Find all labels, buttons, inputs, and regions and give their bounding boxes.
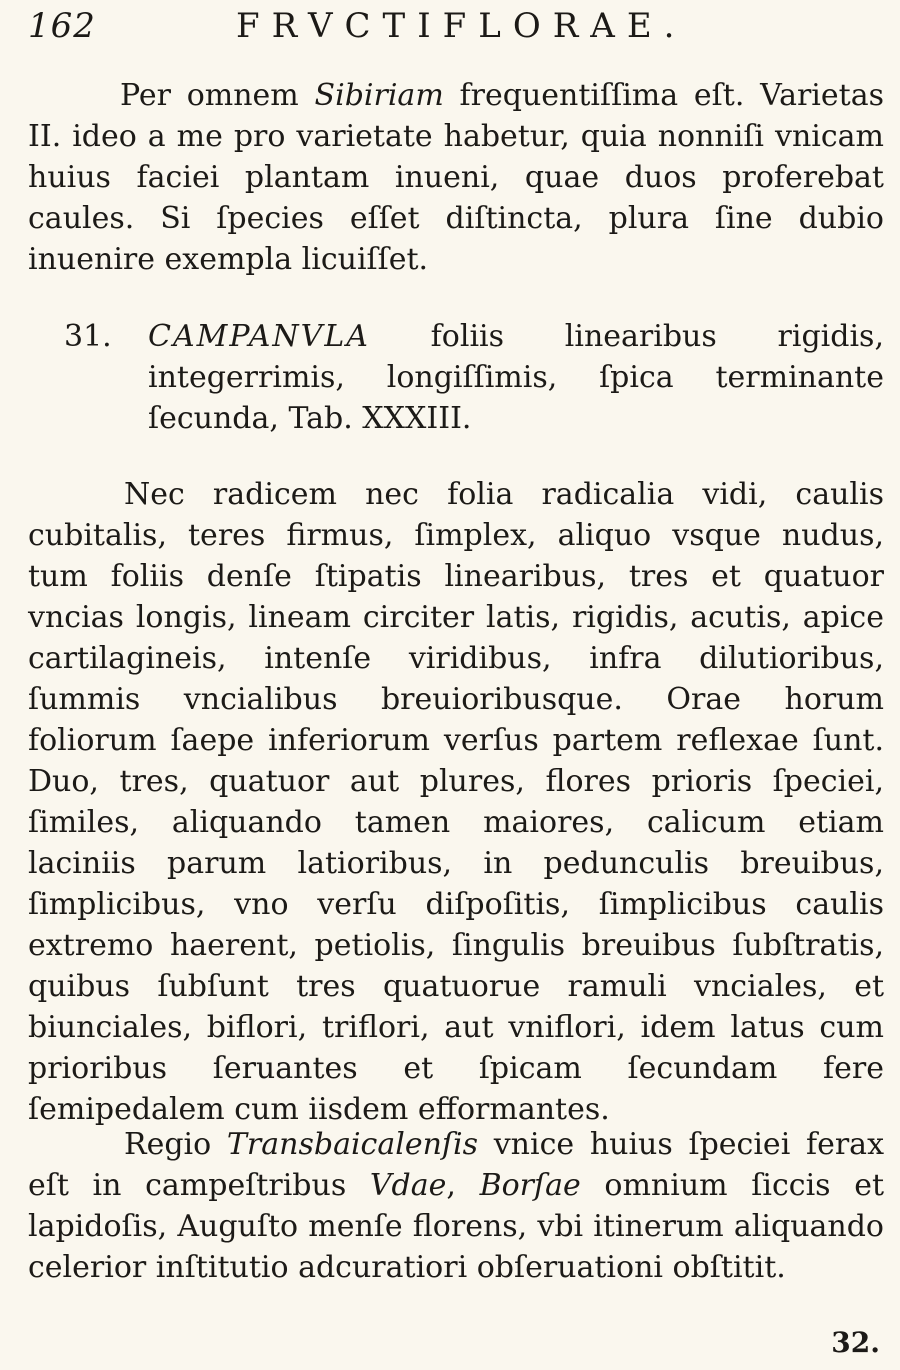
place-name: Vdae (369, 1168, 447, 1203)
paragraph-text: Nec radicem nec folia radicalia vidi, caulis cubitalis, teres firmus, ſimplex, aliquo vsque nudus, tum foliis denſe ſtipatis linearibus, tres et quatuor vncias longis, lineam circiter latis, rigidis, acutis, apice cartilagineis, intenſe viridibus, infra dilutioribus, ſummis vncialibus breuioribusque. Orae horum foliorum ſaepe inferiorum verſus partem reflexae ſunt. Duo, tres, quatuor aut plures, flores prioris ſpeciei, ſimiles, aliquando tamen maiores, calicum etiam laciniis parum latioribus, in pedunculis breuibus, ſimplicibus, vno verſu diſpoſitis, ſimplicibus caulis extremo haerent, petiolis, ſingulis breuibus ſubſtratis, quibus ſubſunt tres quatuorue ramuli vnciales, et biunciales, biflori, triflori, aut vniflori, idem latus cum prioribus ſeruantes et ſpicam ſecundam fere ſemipedalem cum iisdem efformantes. (28, 477, 884, 1127)
paragraph-text: , (446, 1168, 480, 1203)
page-header (28, 6, 870, 54)
place-name: Borſae (479, 1168, 581, 1203)
catchword: 32. (831, 1326, 880, 1359)
species-number: 31. (64, 319, 112, 354)
place-name: Sibiriam (314, 78, 444, 113)
paragraph-habitat (28, 1124, 884, 1288)
paragraph-variety-note (28, 75, 884, 280)
diagnosis-description: foliis linearibus rigidis, integerrimis, longiſſimis, ſpica terminante ſecunda, Tab. XXXIII. (148, 319, 884, 436)
genus-name: CAMPANVLA (148, 319, 370, 354)
paragraph-text: omnium ſiccis et lapidoſis, Auguſto menſe florens, vbi itinerum aliquando celerior inſtitutio adcuratiori obſeruationi obſtitit. (28, 1168, 885, 1285)
paragraph-text: Per omnem (120, 78, 315, 113)
page-number: 162 (28, 6, 96, 46)
paragraph-description (28, 474, 884, 1130)
paragraph-text: vnice huius ſpeciei ferax eſt in campeſtribus (28, 1127, 884, 1203)
paragraph-text: frequentiſſima eſt. Varietas II. ideo a me pro varietate habetur, quia nonniſi vnicam huius faciei plantam inueni, quae duos proferebat caules. Si ſpecies eſſet diſtincta, plura ſine dubio inuenire exempla licuiſſet. (28, 78, 884, 277)
place-name: Transbaicalenſis (226, 1127, 478, 1162)
running-head: FRVCTIFLORAE. (236, 6, 687, 46)
paragraph-text: Regio (124, 1127, 227, 1162)
diagnosis-text (148, 316, 884, 439)
